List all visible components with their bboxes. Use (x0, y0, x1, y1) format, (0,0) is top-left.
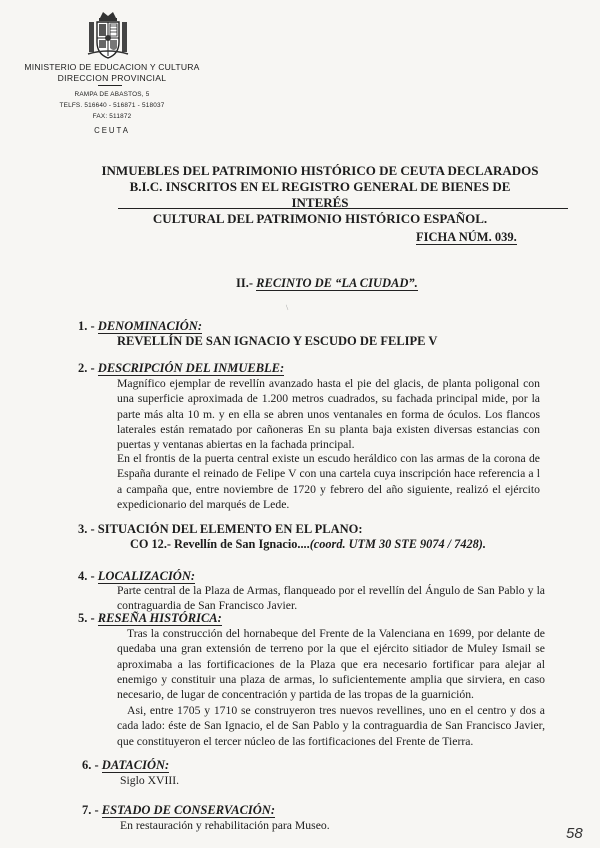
section-4-heading (78, 569, 195, 584)
directorate-name: DIRECCION PROVINCIAL (57, 73, 167, 83)
section-1-value: REVELLÍN DE SAN IGNACIO Y ESCUDO DE FELIPE V (117, 334, 438, 348)
letterhead-divider (98, 85, 122, 86)
section-3-coordinates: (coord. UTM 30 STE 9074 / 7428). (309, 537, 486, 551)
title-line-1: INMUEBLES DEL PATRIMONIO HISTÓRICO DE CEUTA DECLARADOS (101, 163, 539, 178)
section-5-paragraph-1: Tras la construcción del hornabeque del Frente de la Valenciana en 1699, por delante de quedaba una gran extensión de terreno por la que el ejército sitiador de Muley Ismail se aproximaba a las fortificaciones de la Plaza que era necesario fortificar para alejar al enemigo y constituir una plaza de armas, lo suficientemente amplia que sirviera, en caso necesario, de lugar de concentración y partida de las tropas de la guarnición. (117, 627, 545, 702)
ficha-number: FICHA NÚM. 039. (416, 230, 517, 244)
section-5-paragraph-2: Asi, entre 1705 y 1710 se construyeron tres nuevos revellines, uno en el centro y dos a cada lado: éste de San Ignacio, el de San Pablo y la contraguardia de San Francisco Javier, que constituyeron el tercer núcleo de las fortificaciones del Frente de Tierra. (117, 704, 545, 748)
section-5-number: 5. - (78, 611, 98, 625)
section-1-number: 1. - (78, 319, 98, 333)
section-4-paragraph: Parte central de la Plaza de Armas, flanqueado por el revellín del Ángulo de San Pablo y la contraguardia de San Francisco Javier. (117, 584, 545, 613)
phone-line: TELFS. 516640 - 516871 - 518037 (59, 102, 165, 109)
address-line: RAMPA DE ABASTOS, 5 (74, 91, 150, 98)
section-2-paragraph-2: En el frontis de la puerta central existe un escudo heráldico con las armas de la corona de España durante el reinado de Felipe V con una cartela cuya inscripción hace referencia a l a campaña que, entre noviembre de 1720 y febrero del año siguiente, realizó el ejército expedicionario del marqués de Lede. (117, 452, 540, 511)
page-number: 58 (566, 825, 583, 842)
section-6-number: 6. - (82, 758, 102, 772)
section-4-title: LOCALIZACIÓN: (97, 569, 196, 583)
section-1-heading (78, 319, 202, 334)
section-3-value (130, 537, 486, 552)
recinto-name: RECINTO DE “LA CIUDAD”. (256, 276, 418, 290)
section-5-heading (78, 611, 222, 626)
section-2-number: 2. - (78, 361, 98, 375)
recinto-prefix: II.- (236, 276, 257, 290)
section-3-location: CO 12.- Revellín de San Ignacio.... (130, 537, 310, 551)
section-4-number: 4. - (78, 569, 98, 583)
section-2-heading (78, 361, 284, 376)
fax-line: FAX: 511872 (92, 113, 132, 120)
section-2-title: DESCRIPCIÓN DEL INMUEBLE: (97, 361, 285, 375)
document-title (100, 163, 540, 227)
section-1-title: DENOMINACIÓN: (97, 319, 202, 333)
title-line-2: B.I.C. INSCRITOS EN EL REGISTRO GENERAL DE BIENES DE INTERÉS (129, 179, 511, 210)
section-7-title: ESTADO DE CONSERVACIÓN: (101, 803, 275, 817)
section-7-number: 7. - (82, 803, 102, 817)
section-6-heading (82, 758, 169, 773)
city-line: CEUTA (94, 126, 130, 135)
title-underline (118, 208, 568, 209)
section-5-title: RESEÑA HISTÓRICA: (97, 611, 222, 625)
section-3-heading (78, 522, 363, 537)
section-7-value: En restauración y rehabilitación para Museo. (120, 819, 330, 832)
section-6-value: Siglo XVIII. (120, 774, 180, 787)
section-3-title: SITUACIÓN DEL ELEMENTO EN EL PLANO: (97, 522, 363, 536)
section-3-number: 3. - (78, 522, 98, 536)
ministry-name: MINISTERIO DE EDUCACION Y CULTURA (24, 62, 200, 72)
section-7-heading (82, 803, 275, 818)
pencil-mark: / (283, 303, 291, 312)
coat-of-arms-icon (86, 10, 130, 62)
recinto-heading (236, 276, 418, 291)
section-6-title: DATACIÓN: (101, 758, 170, 772)
title-line-3: CULTURAL DEL PATRIMONIO HISTÓRICO ESPAÑOL. (152, 211, 488, 226)
section-2-paragraph-1: Magnífico ejemplar de revellín avanzado hasta el pie del glacis, de planta poligonal con una superficie aproximada de 1.200 metros cuadrados, su fachada principal mide, por la parte más alta 10 m. y en ella se abren unos ventanales en forma de óculos. Los flancos laterales están rematado por cañoneras En su planta baja existen diversas estancias con puertas y ventanas abiertas en la fachada principal. (117, 377, 540, 452)
